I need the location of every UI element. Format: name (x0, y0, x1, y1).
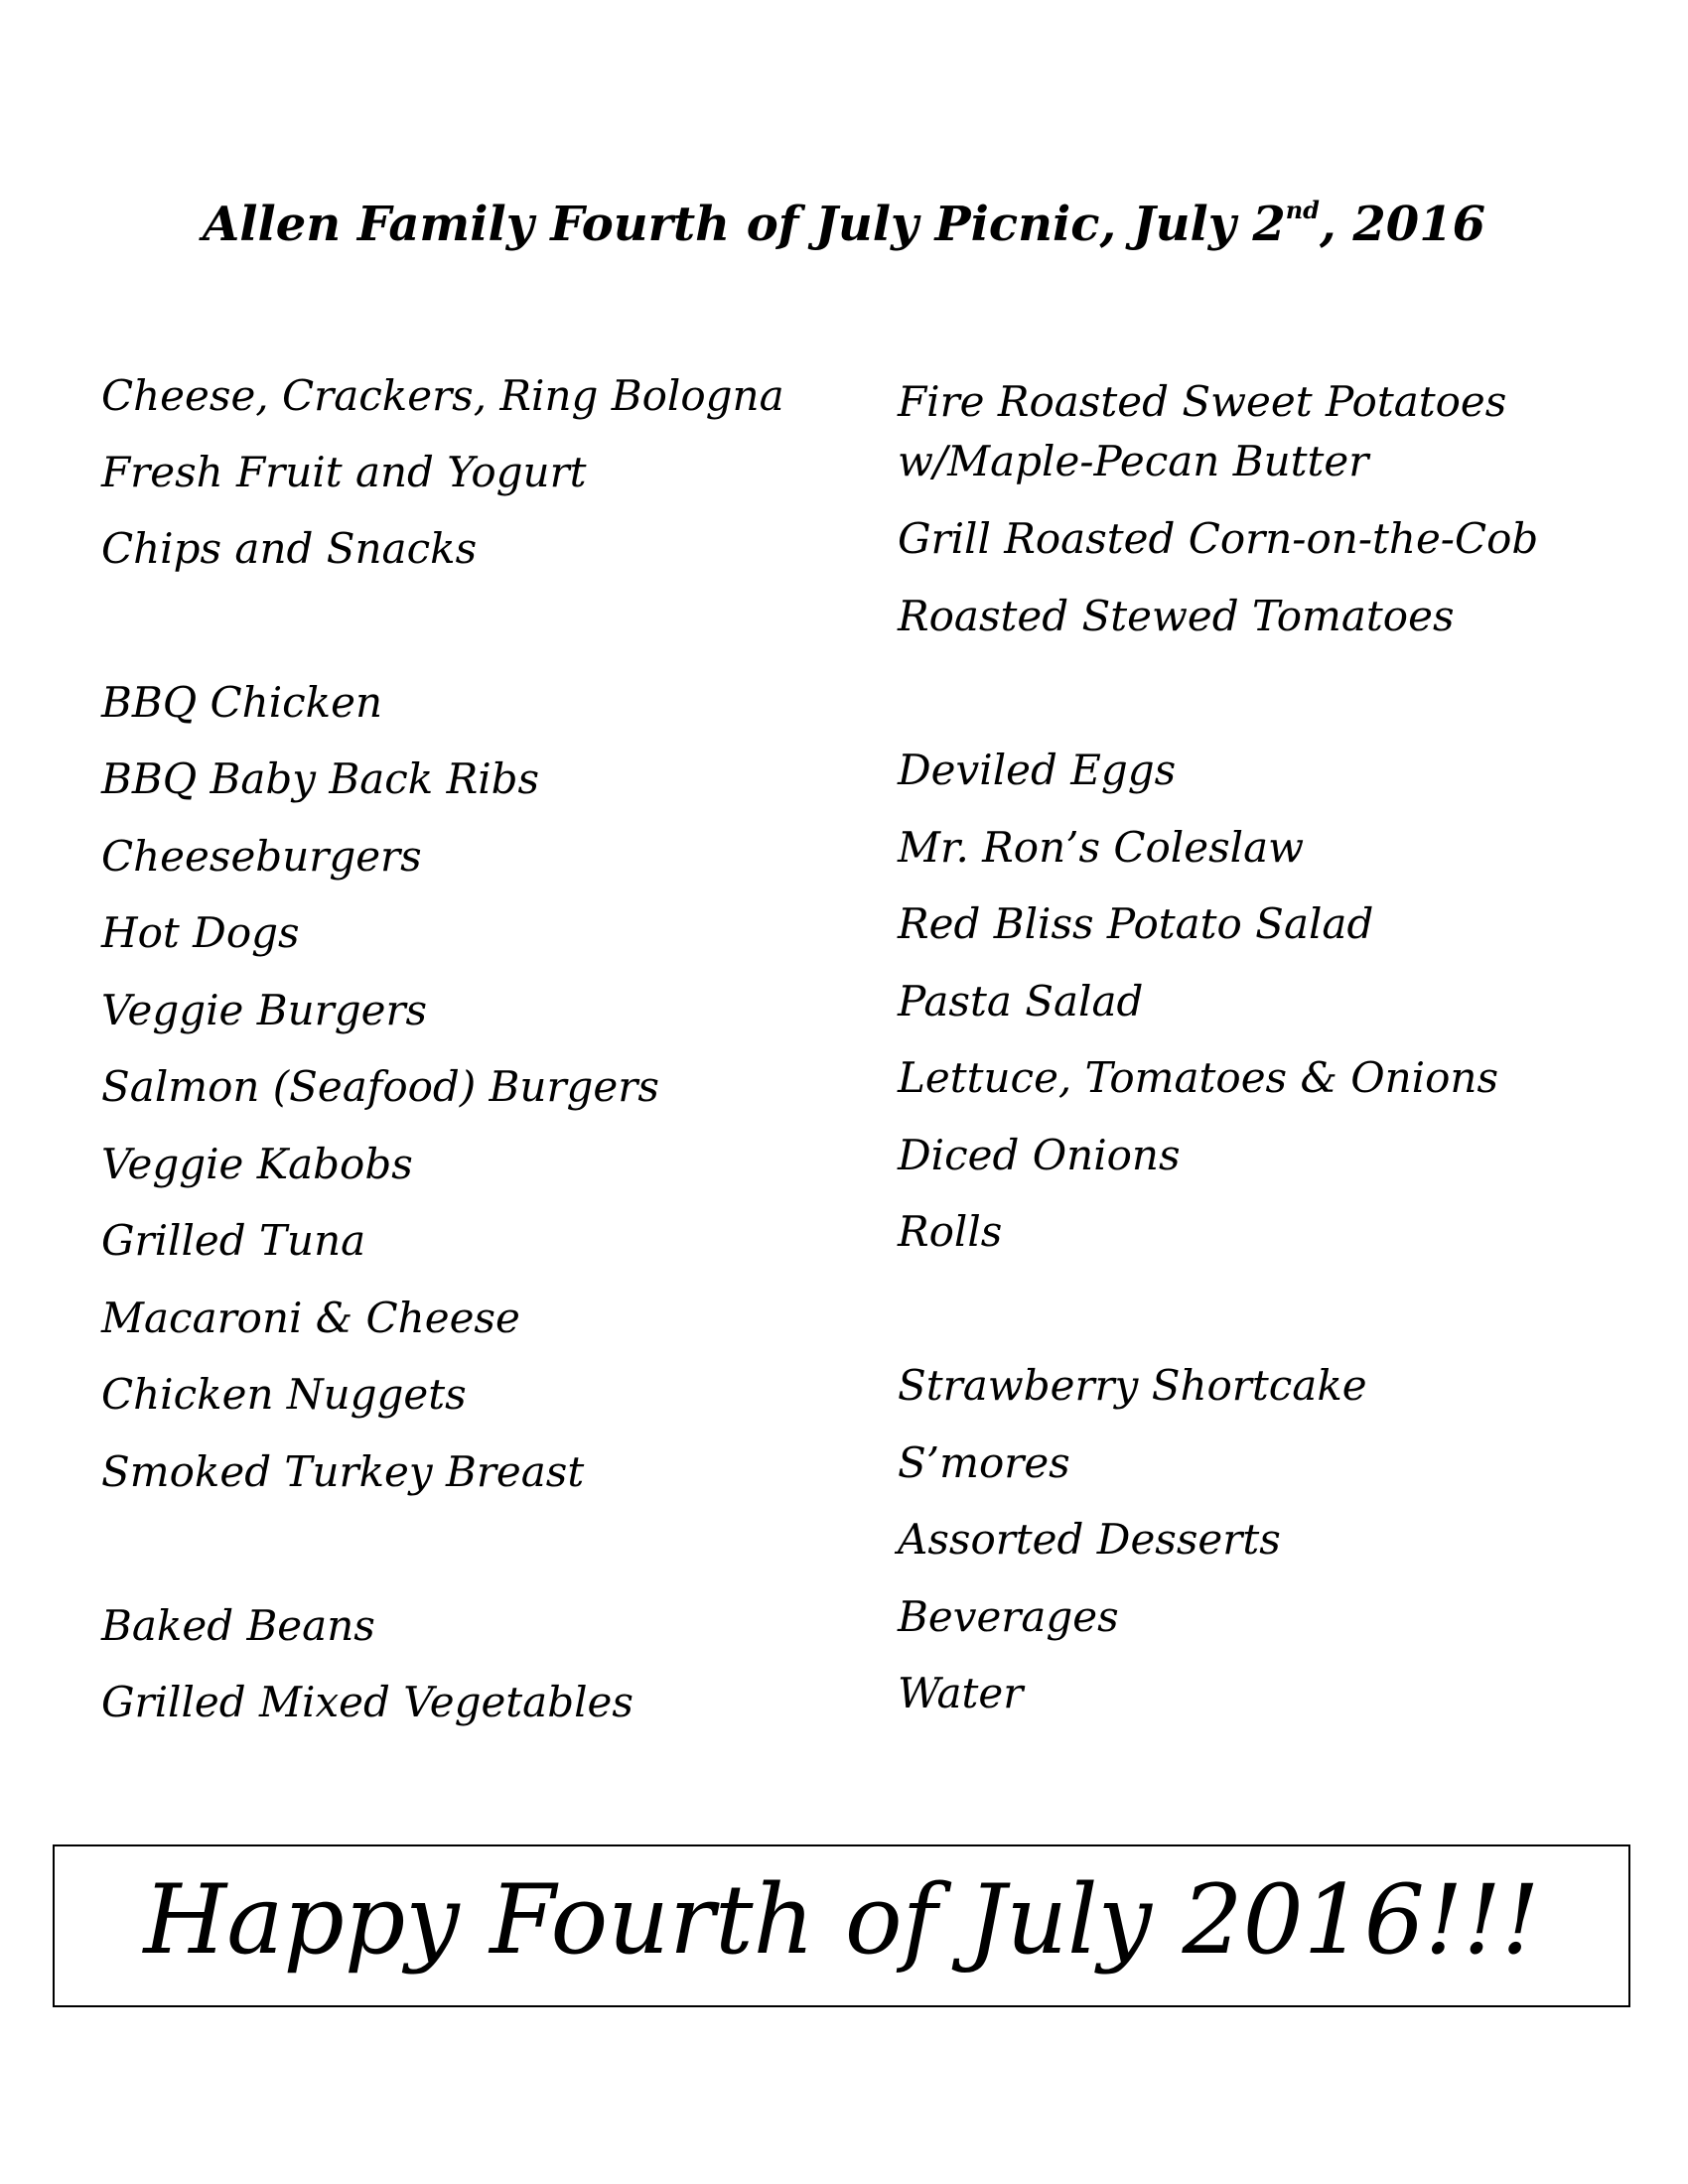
menu-item: Grilled Tuna (101, 1216, 366, 1265)
menu-item: Fresh Fruit and Yogurt (101, 448, 587, 496)
title-suffix: , 2016 (1319, 197, 1485, 252)
menu-item: Beverages (898, 1592, 1119, 1641)
title-prefix: Allen Family Fourth of July Picnic, July 2 (203, 197, 1286, 252)
menu-item: Roasted Stewed Tomatoes (898, 592, 1455, 640)
menu-item: Rolls (898, 1207, 1003, 1256)
menu-item: BBQ Chicken (101, 678, 383, 727)
menu-item: Fire Roasted Sweet Potatoes (898, 377, 1507, 426)
menu-item: Strawberry Shortcake (898, 1361, 1367, 1410)
menu-item: w/Maple-Pecan Butter (898, 437, 1369, 485)
menu-item: Veggie Burgers (101, 986, 428, 1034)
menu-item: Cheeseburgers (101, 832, 422, 881)
menu-item: Macaroni & Cheese (101, 1294, 520, 1342)
menu-item: Mr. Ron’s Coleslaw (898, 823, 1305, 872)
menu-item: Lettuce, Tomatoes & Onions (898, 1053, 1499, 1102)
banner-text: Happy Fourth of July 2016!!! (143, 1864, 1540, 1976)
menu-item: Salmon (Seafood) Burgers (101, 1062, 659, 1111)
menu-item: Diced Onions (898, 1131, 1181, 1179)
menu-item: Water (898, 1669, 1024, 1717)
page-title (0, 197, 1688, 252)
title-ordinal: nd (1285, 196, 1320, 224)
menu-item: Deviled Eggs (898, 746, 1177, 794)
menu-item: Grill Roasted Corn-on-the-Cob (898, 514, 1539, 563)
menu-item: Baked Beans (101, 1601, 375, 1650)
greeting-banner (53, 1844, 1630, 2007)
menu-item: Cheese, Crackers, Ring Bologna (101, 371, 784, 420)
menu-item: Pasta Salad (898, 977, 1144, 1025)
menu-item: BBQ Baby Back Ribs (101, 754, 540, 803)
menu-item: Veggie Kabobs (101, 1140, 413, 1188)
menu-item: Smoked Turkey Breast (101, 1447, 585, 1496)
menu-item: Grilled Mixed Vegetables (101, 1678, 633, 1726)
menu-item: Chicken Nuggets (101, 1370, 467, 1419)
menu-item: Red Bliss Potato Salad (898, 899, 1374, 948)
menu-item: Assorted Desserts (898, 1515, 1281, 1564)
menu-item: Hot Dogs (101, 908, 300, 957)
menu-item: S’mores (898, 1438, 1070, 1487)
menu-item: Chips and Snacks (101, 524, 478, 573)
